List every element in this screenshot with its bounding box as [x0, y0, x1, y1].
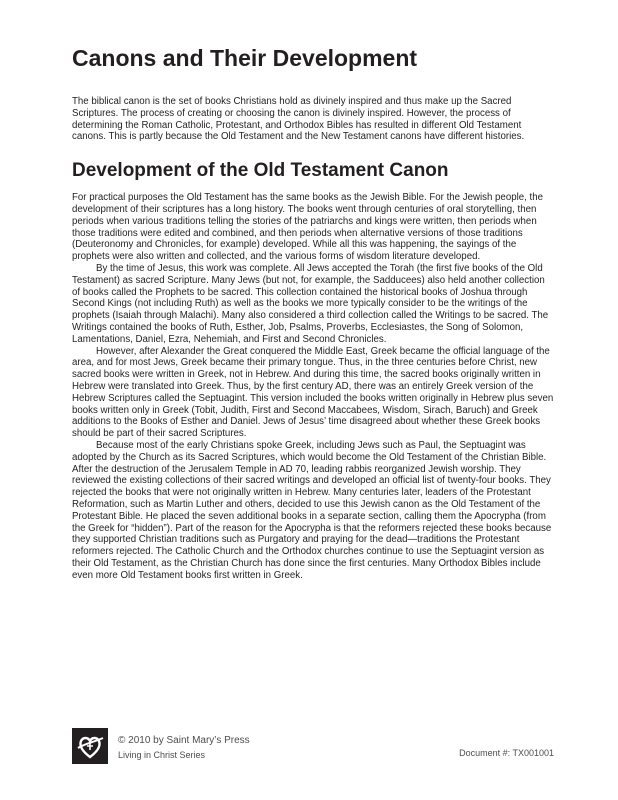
document-number: Document #: TX001001 — [459, 748, 554, 758]
body-paragraph-3: However, after Alexander the Great conquered the Middle East, Greek became the official language of the area, and for most Jews, Greek became their primary tongue. Thus, in the three centuries before Christ, new sacred books were written in Greek, not in Hebrew. And during this time, the sacred books originally written in Hebrew were translated into Greek. Thus, by the first century AD, there was an entirely Greek version of the Hebrew Scriptures called the Septuagint. This version included the books written originally in Hebrew plus seven books written only in Greek (Tobit, Judith, First and Second Maccabees, Wisdom, Sirach, Baruch) and Greek additions to the Books of Esther and Daniel. Jews of Jesus’ time disagreed about whether these Greek books should be part of their sacred Scriptures. — [72, 345, 554, 440]
page-footer — [72, 724, 554, 774]
body-paragraph-2: By the time of Jesus, this work was complete. All Jews accepted the Torah (the first five books of the Old Testament) as sacred Scripture. Many Jews (but not, for example, the Sadducees) also held another collection of books called the Prophets to be sacred. This collection contained the historical books of Joshua through Second Kings (not including Ruth) as well as the books we more typically consider to be the writings of the prophets (Isaiah through Malachi). Many also considered a third collection called the Writings to be sacred. The Writings contained the books of Ruth, Esther, Job, Psalms, Proverbs, Ecclesiastes, the Song of Solomon, Lamentations, Daniel, Ezra, Nehemiah, and First and Second Chronicles. — [72, 262, 549, 345]
document-page — [72, 44, 554, 581]
page-title: Canons and Their Development — [72, 45, 418, 71]
copyright-text: © 2010 by Saint Mary’s Press — [118, 735, 250, 746]
body-paragraph-1: For practical purposes the Old Testament has the same books as the Jewish Bible. For the Jewish people, the development of their scriptures has a long history. The books went through centuries of oral storytelling, then periods when various traditions telling the stories of the patriarchs and kings were written, then periods when those traditions were edited and combined, and then periods when alternative versions of those traditions (Deuteronomy and Chronicles, for example) developed. While all this was happening, the sayings of the prophets were also written and collected, and the various forms of wisdom literature developed. — [72, 192, 543, 263]
intro-paragraph: The biblical canon is the set of books Christians hold as divinely inspired and thus make up the Sacred Scriptures. The process of creating or choosing the canon is divinely inspired. However, the process of determining the Roman Catholic, Protestant, and Orthodox Bibles has resulted in different Old Testament canons. This is partly because the Old Testament and the New Testament canons have different histories. — [72, 96, 525, 143]
series-text: Living in Christ Series — [118, 750, 206, 760]
section-heading: Development of the Old Testament Canon — [72, 160, 449, 182]
footer-credits — [118, 734, 250, 762]
publisher-logo-icon — [72, 728, 108, 764]
body-paragraph-4: Because most of the early Christians spoke Greek, including Jews such as Paul, the Septuagint was adopted by the Church as its Sacred Scriptures, which would become the Old Testament of the Christian Bible. After the destruction of the Jerusalem Temple in AD 70, leading rabbis reorganized Jewish worship. They reviewed the existing collections of their sacred writings and developed an official list of twenty-four books. They rejected the books that were not originally written in Hebrew. Many centuries later, leaders of the Protestant Reformation, such as Martin Luther and others, decided to use this Jewish canon as the Old Testament of the Protestant Bible. He placed the seven additional books in a separate section, calling them the Apocrypha (from the Greek for “hidden”). Part of the reason for the Apocrypha is that the reformers rejected these books because they supported Christian traditions such as Purgatory and praying for the dead—traditions the Protestant reformers rejected. The Catholic Church and the Orthodox churches continue to use the Septuagint version as their Old Testament, as the Christian Church has done since the first centuries. Many Orthodox Bibles include even more Old Testament books first written in Greek. — [72, 439, 552, 581]
